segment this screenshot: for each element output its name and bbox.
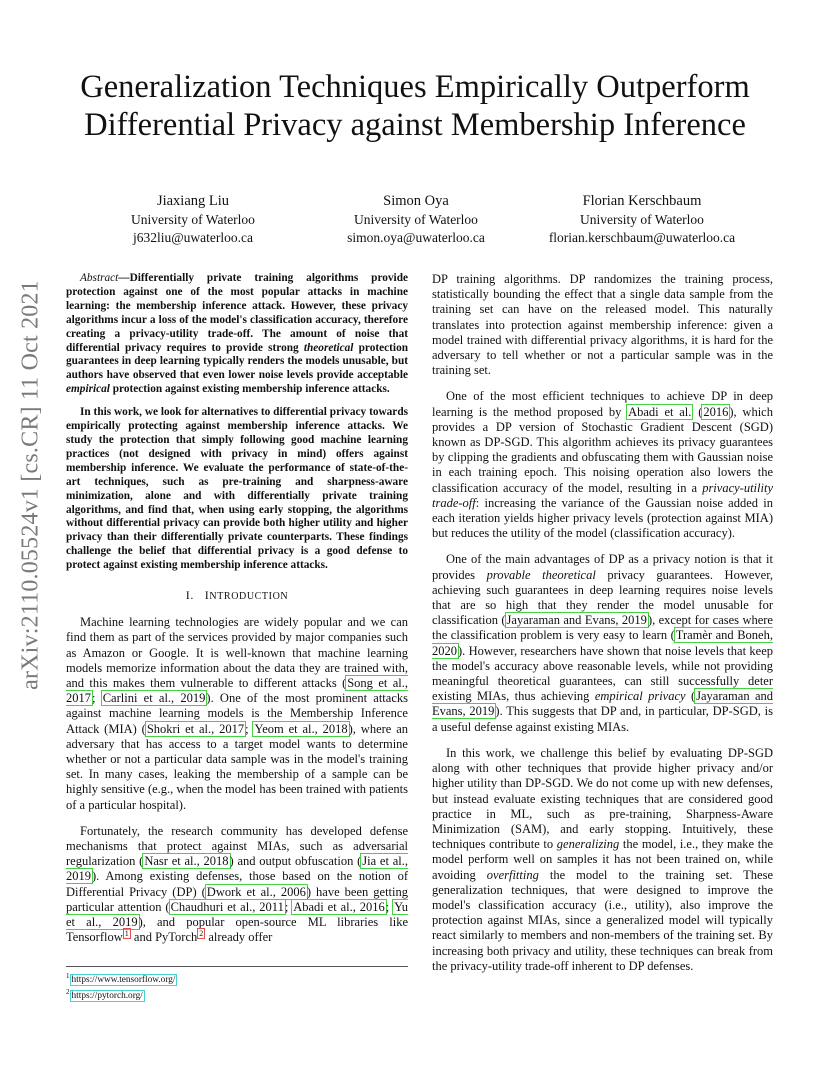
author-affiliation: University of Waterloo: [354, 212, 478, 227]
author-1: [66, 192, 320, 247]
left-column: [66, 272, 408, 957]
footnote-ref-1[interactable]: 1: [124, 929, 129, 939]
citation-link[interactable]: Yeom et al., 2018: [254, 721, 348, 736]
author-affiliation: University of Waterloo: [580, 212, 704, 227]
intro-paragraph-2: Fortunately, the research community has developed defense mechanisms that protect against MIAs, such as adversarial regularization (Nasr et al., 2018) and output obfuscation (Jia et al., 2019). Among existing defenses, those based on the notion of Differential Privacy (DP) (Dwork et al., 2006) have been getting particular attention (Chaudhuri et al., 2011; Abadi et al., 2016; Yu et al., 2019), and popular open-source ML libraries like Tensorflow $^1$ and PyTorch $^2$ already offer: [66, 823, 409, 945]
author-email: j632liu@uwaterloo.ca: [132, 230, 254, 245]
author-2: [320, 192, 512, 247]
abstract-paragraph-2: In this work, we look for alternatives to differential privacy towards empirically protecting against membership inference attacks. We study the protection that simply following good machine learning practices (not designed with privacy in mind) offers against membership inference. We evaluate the performance of state-of-the-art techniques, such as pre-training and sharpness-aware minimization, alone and with differentially private training algorithms, and find that, when using early stopping, the algorithms without differential privacy can provide both higher utility and higher privacy than their differentially private counterparts. These findings challenge the belief that differential privacy is a good defense to protect against existing membership inference attacks.: [66, 406, 408, 572]
citation-link[interactable]: Song et al., 2017: [66, 676, 408, 706]
right-paragraph-0: DP training algorithms. DP randomizes the training process, statistically bounding the effect that a single data sample from the training set can have on the released model. This naturally translates into protection against membership inference: given a model trained with differential privacy algorithms, it is hard for the adversary to tell whether or not a particular sample was in the training set.: [432, 272, 773, 378]
title-line-1: Generalization Techniques Empirically Outperform: [80, 69, 750, 105]
citation-link[interactable]: Nasr et al., 2018: [144, 854, 229, 869]
right-paragraph-3: In this work, we challenge this belief by evaluating DP-SGD along with other techniques that provide higher privacy and/or higher utility than DP-SGD. We do not come up with new defenses, but instead evaluate existing techniques that are considered good practice in ML, such as pre-training, Sharpness-Aware Minimization (SAM), and early stopping. Intuitively, these techniques contribute to generalizing the model, i.e., they make the model perform well on samples it has not been trained on, while avoiding overfitting the model to the training set. These generalization techniques, that were designed to improve the model's classification accuracy (i.e., utility), also improve the protection against MIAs, since a generalized model will typically react similarly to members and non-members of the training set. By increasing both privacy and utility, these techniques can break from the privacy-utility trade-off inherent to DP defenses.: [432, 745, 774, 973]
author-name: Simon Oya: [383, 193, 449, 209]
citation-link[interactable]: Chaudhuri et al., 2011: [170, 899, 284, 914]
section-heading-introduction: I. INTRODUCTION: [185, 588, 289, 603]
citation-link[interactable]: Abadi et al.: [628, 404, 692, 419]
citation-link[interactable]: Yu et al., 2019: [66, 899, 409, 930]
footnote-1: $^1$ https://www.tensorflow.org/: [66, 972, 176, 986]
right-column: [432, 272, 773, 985]
footnote-link[interactable]: https://pytorch.org/: [71, 991, 143, 1002]
citation-link[interactable]: 2016: [703, 404, 729, 419]
citation-link[interactable]: Tramèr and Boneh, 2020: [432, 628, 773, 658]
abstract-paragraph-1: Abstract—Differentially private training algorithms provide protection against one of the most popular attacks in machine learning: the membership inference attack. However, these privacy algorithms incur a loss of the model's classification accuracy, therefore creating a privacy-utility trade-off. The amount of noise that differential privacy requires to provide strong theoretical protection guarantees in deep learning typically renders the models unusable, but authors have observed that even lower noise levels provide acceptable empirical protection against existing membership inference attacks.: [66, 272, 408, 396]
author-email: simon.oya@uwaterloo.ca: [347, 230, 485, 245]
author-name: Florian Kerschbaum: [582, 193, 702, 209]
right-paragraph-1: One of the most efficient techniques to achieve DP in deep learning is the method proposed by Abadi et al. (2016), which provides a DP version of Stochastic Gradient Descent (SGD) known as DP-SGD. This algorithm achieves its privacy guarantees by clipping the gradients and obfuscating them with Gaussian noise in each training epoch. This noising operation also lowers the classification accuracy of the model, resulting in a privacy-utility trade-off: increasing the variance of the Gaussian noise added in each iteration yields higher privacy levels (protection against MIA) but reduces the utility of the model (classification accuracy).: [432, 389, 773, 541]
title-line-2: Differential Privacy against Membership Inference: [84, 107, 746, 143]
citation-link[interactable]: Abadi et al., 2016: [293, 899, 385, 914]
author-3: [512, 192, 772, 247]
citation-link[interactable]: Jia et al., 2019: [66, 854, 408, 884]
author-name: Jiaxiang Liu: [156, 193, 230, 209]
intro-paragraph-1: Machine learning technologies are widely popular and we can find them as part of the services provided by major companies such as Amazon or Google. It is well-known that machine learning models memorize information about the data they are trained with, and this makes them vulnerable to different attacks (Song et al., 2017; Carlini et al., 2019). One of the most prominent attacks against machine learning models is the Membership Inference Attack (MIA) (Shokri et al., 2017; Yeom et al., 2018), where an adversary that has access to a target model wants to determine whether or not a particular data sample was in the model's training set. In many cases, leaking the membership of a sample can be highly sensitive (e.g., when the model has been trained with patients of a particular hospital).: [66, 615, 408, 812]
footnotes: [66, 966, 408, 1002]
author-email: florian.kerschbaum@uwaterloo.ca: [548, 230, 736, 245]
paper-title: [60, 68, 770, 144]
right-paragraph-2: One of the main advantages of DP as a privacy notion is that it provides provable theoretical privacy guarantees. However, achieving such guarantees in deep learning requires noise levels that are so high that they render the model unusable for classification (Jayaraman and Evans, 2019), except for cases where the classification problem is very easy to learn (Tramèr and Boneh, 2020). However, researchers have shown that noise levels that keep the model's accuracy above reasonable levels, while not providing meaningful theoretical guarantees, can still successfully deter existing MIAs, thus achieving empirical privacy (Jayaraman and Evans, 2019). This suggests that DP and, in particular, DP-SGD, is a useful defense against existing MIAs.: [432, 552, 773, 734]
citation-link[interactable]: Carlini et al., 2019: [102, 691, 206, 706]
author-block: [66, 192, 772, 247]
arxiv-identifier: arXiv:2110.05524v1 [cs.CR] 11 Oct 2021: [17, 280, 44, 690]
citation-link[interactable]: Jayaraman and Evans, 2019: [432, 689, 773, 719]
citation-link[interactable]: Shokri et al., 2017: [146, 721, 245, 736]
footnote-ref-2[interactable]: 2: [199, 929, 204, 939]
citation-link[interactable]: Jayaraman and Evans, 2019: [506, 613, 647, 628]
citation-link[interactable]: Dwork et al., 2006: [206, 884, 306, 899]
abstract-label: Abstract: [80, 272, 119, 284]
footnote-link[interactable]: https://www.tensorflow.org/: [71, 975, 176, 986]
author-affiliation: University of Waterloo: [131, 212, 255, 227]
footnote-2: $^2$ https://pytorch.org/: [66, 988, 143, 1002]
